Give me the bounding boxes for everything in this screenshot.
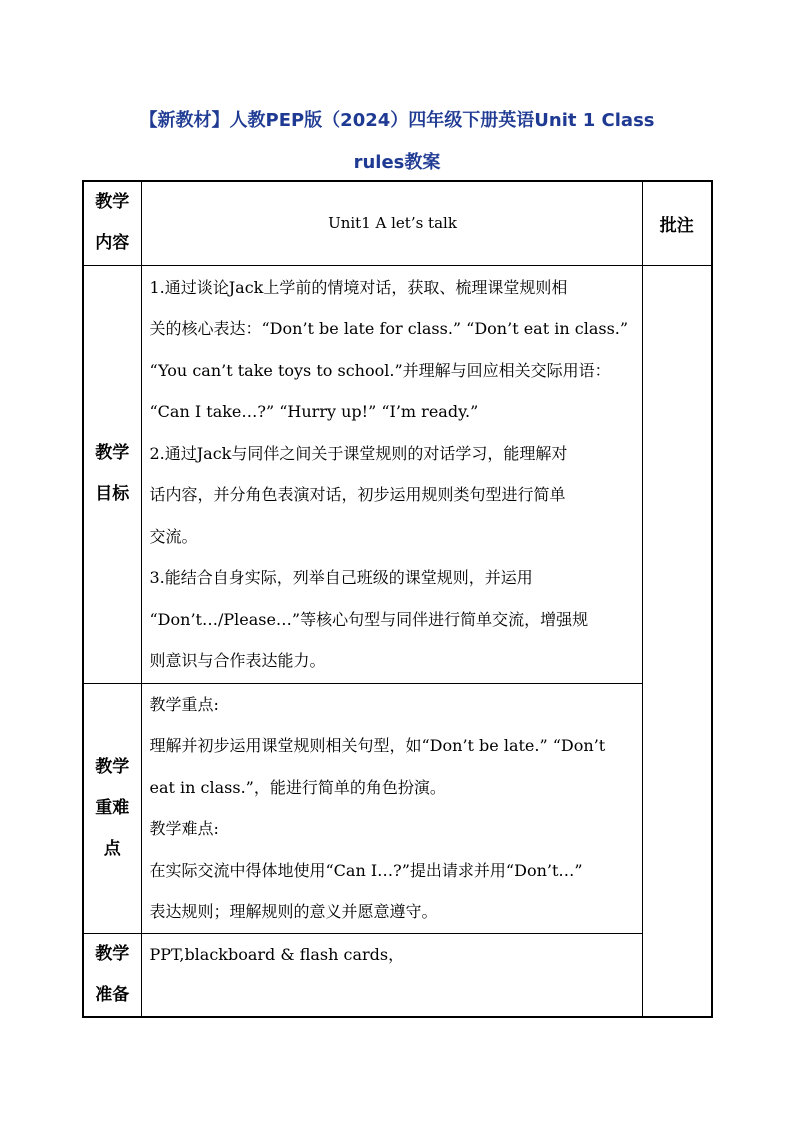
label-line: 教学 [95,943,130,964]
document-title-line1: 【新教材】人教PEP版（2024）四年级下册英语Unit 1 Class [139,110,655,131]
key-point-line: 表达规则；理解规则的意义并愿意遵守。 [149,902,438,921]
row-teaching-content [83,181,712,265]
goal-line: “You can’t take toys to school.”并理解与回应相关交际用语： [149,360,611,380]
key-point-line: 在实际交流中得体地使用“Can I…?”提出请求并用“Don’t…” [149,860,583,880]
label-line: 教学 [95,192,130,213]
notes-column [642,265,712,1017]
row-key-points [83,683,712,933]
goal-line: 话内容，并分角色表演对话，初步运用规则类句型进行简单 [149,485,566,504]
key-points-text [141,683,642,933]
key-point-line: eat in class.”，能进行简单的角色扮演。 [149,777,446,797]
label-preparation [83,933,141,1017]
label-line: 教学 [95,443,130,463]
row-teaching-goals [83,265,712,683]
goal-line: 交流。 [149,526,198,546]
goal-line: “Can I take…?” “Hurry up!” “I’m ready.” [149,402,479,421]
label-line: 内容 [95,233,130,254]
label-line: 准备 [95,984,130,1005]
goal-line: 1.通过谈论Jack上学前的情境对话，获取、梳理课堂规则相 [149,277,568,297]
label-line: 教学 [95,756,130,777]
key-point-line: 教学重点: [149,694,219,714]
label-line: 点 [103,838,121,859]
goal-line: 3.能结合自身实际，列举自己班级的课堂规则，并运用 [149,568,533,587]
label-teaching-goals [83,265,141,683]
lesson-plan-table [82,180,713,1018]
label-teaching-content [83,181,141,265]
notes-header: 批注 [642,181,712,265]
label-line: 重难 [95,797,130,818]
preparation-text [141,933,642,1017]
teaching-goals-text [141,265,642,683]
key-point-line: 教学难点: [149,819,219,838]
preparation-line: PPT,blackboard & flash cards， [149,944,405,964]
label-key-points [83,683,141,933]
key-point-line: 理解并初步运用课堂规则相关句型，如“Don’t be late.” “Don’t [149,736,606,755]
goal-line: 2.通过Jack与同伴之间关于课堂规则的对话学习，能理解对 [149,443,568,463]
goal-line: 关的核心表达：“Don’t be late for class.” “Don’t eat in class.” [149,319,629,338]
document-title-line2: rules教案 [353,152,441,173]
label-line: 目标 [95,484,130,504]
goal-line: 则意识与合作表达能力。 [149,651,326,670]
unit-title: Unit1 A let’s talk [141,181,642,265]
goal-line: “Don’t…/Please…”等核心句型与同伴进行简单交流，增强规 [149,609,589,629]
row-preparation [83,933,712,1017]
